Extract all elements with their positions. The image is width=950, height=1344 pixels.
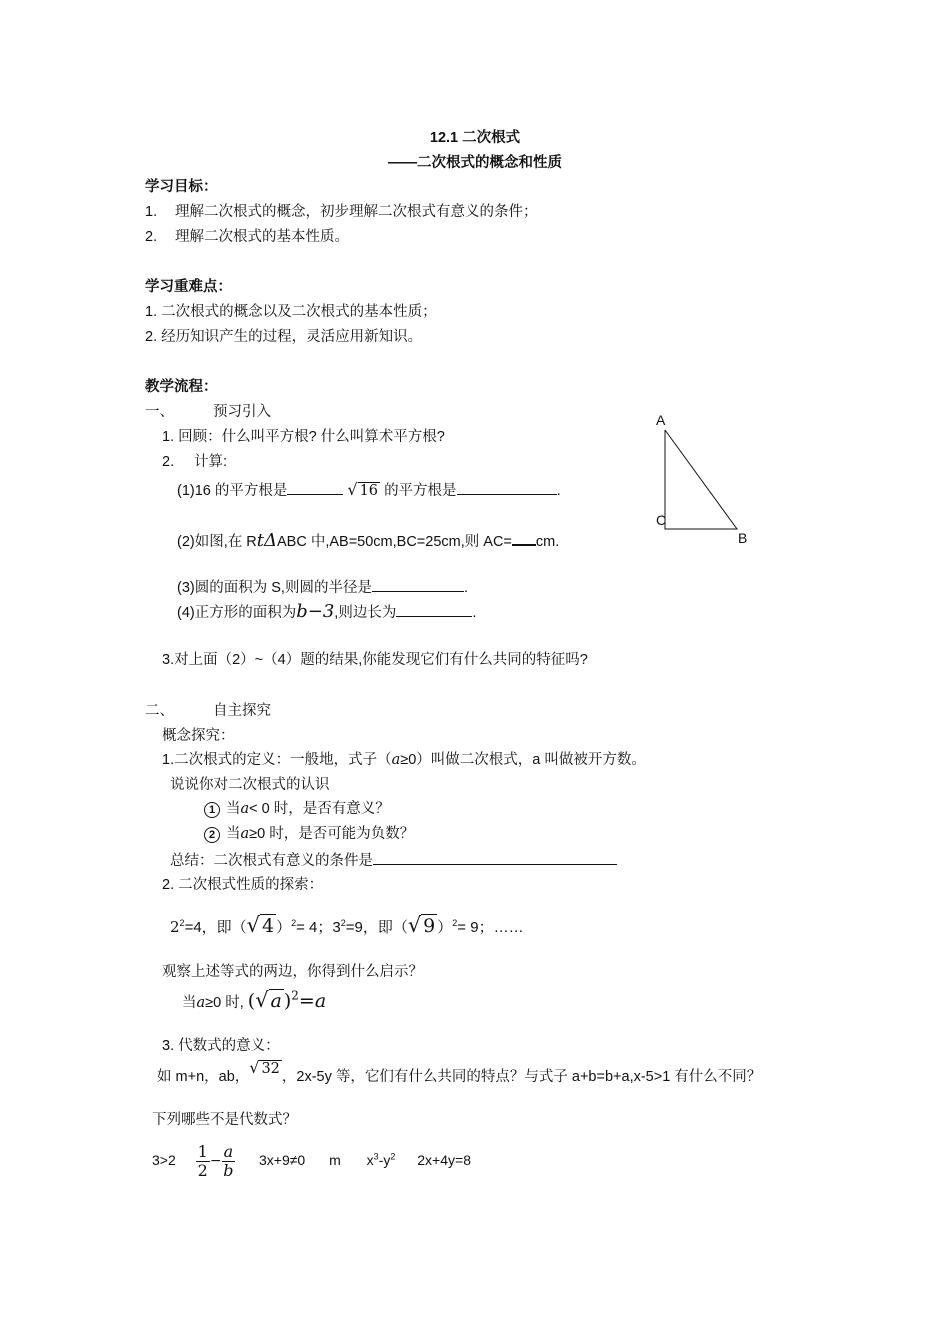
calc-text: (2)如图,在 R — [177, 534, 257, 550]
page-subtitle: ——二次根式的概念和性质 — [388, 155, 562, 171]
sqrt-expression — [347, 480, 380, 501]
answer-blank[interactable] — [287, 480, 343, 495]
vertex-label-b: B — [738, 530, 748, 546]
which-question: 下列哪些不是代数式？ — [152, 1112, 297, 1128]
circled-number-icon: 1 — [204, 802, 220, 818]
vertex-label-a: A — [656, 412, 666, 428]
sqrt-expression — [247, 915, 276, 936]
triangle-symbol: Δ — [263, 530, 277, 551]
calc-item-2 — [177, 530, 559, 552]
vertex-label-c: C — [656, 512, 667, 528]
common-feature-question: 3.对上面（2）~（4）题的结果,你能发现它们有什么共同的特征吗? — [162, 652, 588, 668]
radicand: 16 — [359, 483, 379, 499]
section2-title: 自主探究 — [213, 703, 271, 719]
concept-heading: 概念探究： — [162, 728, 235, 744]
section2-heading — [145, 701, 271, 721]
sqrt-expression — [255, 990, 284, 1011]
calc-text: . — [472, 605, 477, 621]
condition-item-1 — [204, 799, 390, 819]
eq-text: ） — [437, 919, 453, 936]
radicand: 32 — [261, 1061, 280, 1077]
right-triangle-figure — [640, 410, 770, 550]
fraction — [196, 1143, 210, 1180]
answer-blank[interactable] — [396, 602, 472, 617]
calc-text: (3)圆的面积为 S,则圆的半径是 — [177, 580, 372, 596]
sqrt-expression — [249, 1058, 282, 1079]
calc-item-4 — [177, 602, 476, 623]
summary-text: 总结：二次根式有意义的条件是 — [170, 853, 373, 869]
eq-text: ） — [276, 919, 292, 936]
objective-num: 1. — [145, 204, 158, 220]
objective-text: 理解二次根式的基本性质。 — [175, 229, 349, 245]
sqrt-icon: √ — [347, 480, 358, 499]
rule-formula: (√ a )$^2$=a — [247, 988, 327, 1012]
keypoint-item: 1. 二次根式的概念以及二次根式的基本性质； — [145, 304, 437, 320]
definition — [162, 750, 646, 770]
eq-text: = 4；3 — [296, 919, 341, 936]
math-var: a — [196, 995, 206, 1011]
alg-text: ，2x-5y 等，它们有什么共同的特点？与式子 a+b=b+a,x-5>1 有什么不同？ — [281, 1069, 762, 1085]
sqrt-icon: √ — [249, 1058, 260, 1077]
property-heading: 2. 二次根式性质的探索： — [162, 877, 324, 893]
denominator: 2 — [197, 1161, 208, 1180]
def-text: ≥0）叫做二次根式，a 叫做被开方数。 — [400, 752, 646, 768]
rule-text: = — [298, 990, 315, 1012]
circled-number-icon: 2 — [204, 827, 220, 843]
triangle-shape — [665, 430, 737, 529]
cond-text: < 0 时，是否有意义？ — [249, 801, 390, 817]
calc-heading — [162, 452, 227, 472]
section1-heading — [145, 402, 271, 422]
property-equations — [170, 915, 524, 938]
numerator: a — [223, 1142, 234, 1161]
sqrt-icon: √ — [246, 913, 260, 937]
math-var: a — [240, 801, 250, 817]
eq-text: =9，即（ — [345, 919, 408, 936]
algebra-heading: 3. 代数式的意义： — [162, 1038, 280, 1054]
keypoints-heading: 学习重难点： — [145, 279, 232, 295]
sqrt-rule — [182, 990, 326, 1013]
objective-item — [145, 202, 538, 222]
calc-label: 计算: — [194, 454, 228, 470]
calc-text: . — [556, 483, 561, 499]
keypoint-item: 2. 经历知识产生的过程，灵活应用新知识。 — [145, 329, 423, 345]
section1-num: 一、 — [145, 404, 174, 420]
superscript: 2 — [340, 918, 346, 928]
review-question: 1. 回顾：什么叫平方根? 什么叫算术平方根? — [162, 429, 445, 445]
objective-text: 理解二次根式的概念，初步理解二次根式有意义的条件； — [175, 204, 538, 220]
math-var: a — [314, 990, 327, 1012]
summary-line — [170, 850, 617, 871]
superscript: 2 — [291, 918, 297, 928]
math-expression: b−3 — [296, 601, 335, 622]
option-expression: $x^3-y^2$ — [366, 1151, 396, 1169]
calc-text: ABC 中,AB=50cm,BC=25cm,则 AC= — [276, 534, 512, 550]
cond-text: 当 — [226, 801, 241, 817]
answer-blank[interactable] — [372, 577, 464, 592]
minus-sign: − — [209, 1153, 222, 1170]
options-line — [152, 1143, 471, 1180]
objectives-heading: 学习目标： — [145, 179, 218, 195]
calc-text: . — [463, 580, 468, 596]
denominator: b — [223, 1161, 234, 1180]
algebra-question — [157, 1058, 762, 1087]
page-title: 12.1 二次根式 — [429, 130, 521, 146]
cond-text: ≥0 时，是否可能为负数？ — [249, 826, 415, 842]
sqrt-expression — [408, 915, 437, 936]
eq-text: =4，即（ — [184, 919, 247, 936]
calc-text: cm. — [535, 534, 560, 550]
numerator: 1 — [197, 1142, 208, 1161]
objective-item — [145, 227, 349, 247]
option-expression: 3>2 — [152, 1152, 176, 1169]
calc-text: (4)正方形的面积为 — [177, 605, 297, 621]
cond-text: 当 — [226, 826, 241, 842]
option-expression: m — [329, 1152, 341, 1169]
rule-text: ≥0 时, — [205, 995, 244, 1011]
option-expression: 2x+4y=8 — [417, 1152, 471, 1169]
radicand: 9 — [423, 915, 436, 937]
radicand: 4 — [261, 915, 275, 937]
math-var: a — [391, 752, 401, 768]
calc-item-3 — [177, 577, 468, 598]
observe-question: 观察上述等式的两边，你得到什么启示？ — [162, 964, 423, 980]
superscript: 2 — [452, 918, 458, 928]
superscript: 2 — [291, 988, 299, 1003]
calc-num: 2. — [162, 454, 175, 470]
section2-num: 二、 — [145, 703, 174, 719]
eq-text: = 9；…… — [457, 919, 524, 936]
discuss-prompt: 说说你对二次根式的认识 — [170, 777, 330, 793]
calc-text: ,则边长为 — [334, 605, 397, 621]
calc-text: (1)16 的平方根是 — [177, 483, 288, 499]
sqrt-icon: √ — [255, 988, 269, 1012]
rule-text: 当 — [182, 995, 197, 1011]
process-heading: 教学流程： — [145, 379, 218, 395]
math-var: t — [256, 530, 264, 551]
objective-num: 2. — [145, 229, 158, 245]
calc-item-1 — [177, 480, 561, 501]
math-var: a — [240, 826, 250, 842]
fraction — [222, 1143, 236, 1180]
option-expression: 3x+9≠0 — [259, 1152, 306, 1169]
radicand: a — [270, 990, 282, 1012]
answer-blank[interactable] — [512, 530, 536, 546]
alg-text: 如 m+n，ab， — [157, 1069, 250, 1085]
sqrt-icon: √ — [407, 913, 422, 937]
condition-item-2 — [204, 824, 414, 844]
answer-blank[interactable] — [373, 850, 617, 865]
answer-blank[interactable] — [457, 480, 557, 495]
eq-text: 2 — [170, 918, 180, 936]
def-text: 1.二次根式的定义：一般地，式子（ — [162, 752, 392, 768]
superscript: 2 — [179, 918, 185, 928]
calc-text: 的平方根是 — [384, 483, 457, 499]
section1-title: 预习引入 — [213, 404, 271, 420]
